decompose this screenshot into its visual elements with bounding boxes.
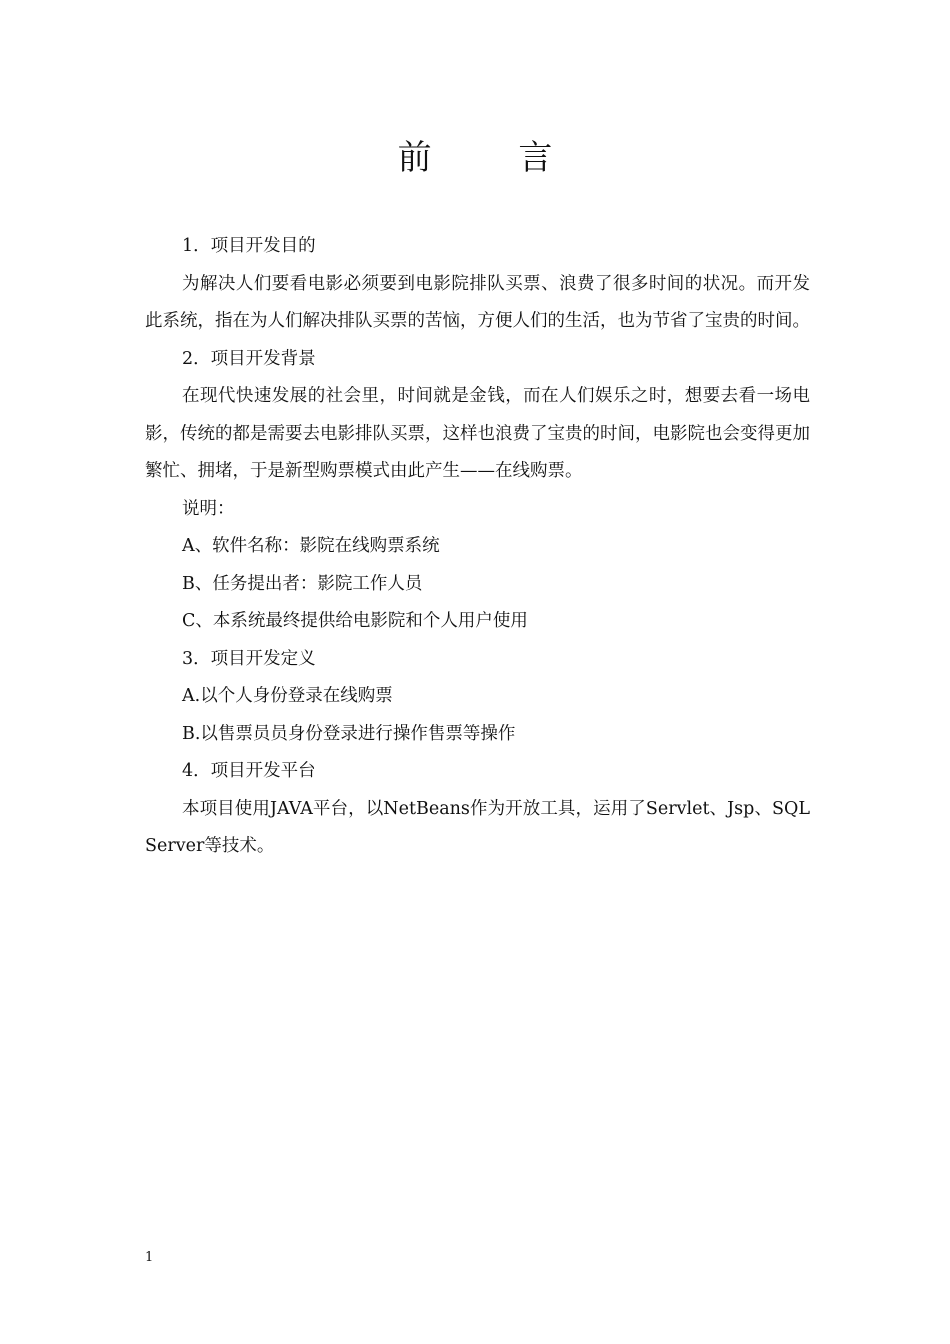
page-title: 前 言 [397, 138, 591, 178]
definition-item-clerk: B.以售票员员身份登录进行操作售票等操作 [182, 723, 516, 744]
note-task-proposer: B、任务提出者：影院工作人员 [182, 573, 423, 594]
section-heading-definition: 3．项目开发定义 [182, 648, 316, 669]
definition-item-personal: A.以个人身份登录在线购票 [182, 686, 393, 706]
paragraph-platform: 本项目使用JAVA平台，以NetBeans作为开放工具，运用了Servlet、Jsp、SQL Server等技术。 [145, 798, 810, 856]
note-users: C、本系统最终提供给电影院和个人用户使用 [182, 611, 528, 631]
section-heading-purpose: 1．项目开发目的 [182, 236, 316, 256]
page-number: 1 [145, 1250, 154, 1265]
section-heading-background: 2．项目开发背景 [182, 348, 316, 369]
section-heading-platform: 4．项目开发平台 [182, 761, 316, 781]
note-software-name: A、软件名称：影院在线购票系统 [182, 536, 440, 556]
document-body [145, 228, 810, 866]
notes-label: 说明： [182, 498, 235, 519]
paragraph-background: 在现代快速发展的社会里，时间就是金钱，而在人们娱乐之时，想要去看一场电影，传统的都是需要去电影排队买票，这样也浪费了宝贵的时间，电影院也会变得更加繁忙、拥堵，于是新型购票模式由此产生——在线购票。 [145, 386, 810, 481]
paragraph-purpose: 为解决人们要看电影必须要到电影院排队买票、浪费了很多时间的状况。而开发此系统，指在为人们解决排队买票的苦恼，方便人们的生活，也为节省了宝贵的时间。 [145, 273, 810, 331]
